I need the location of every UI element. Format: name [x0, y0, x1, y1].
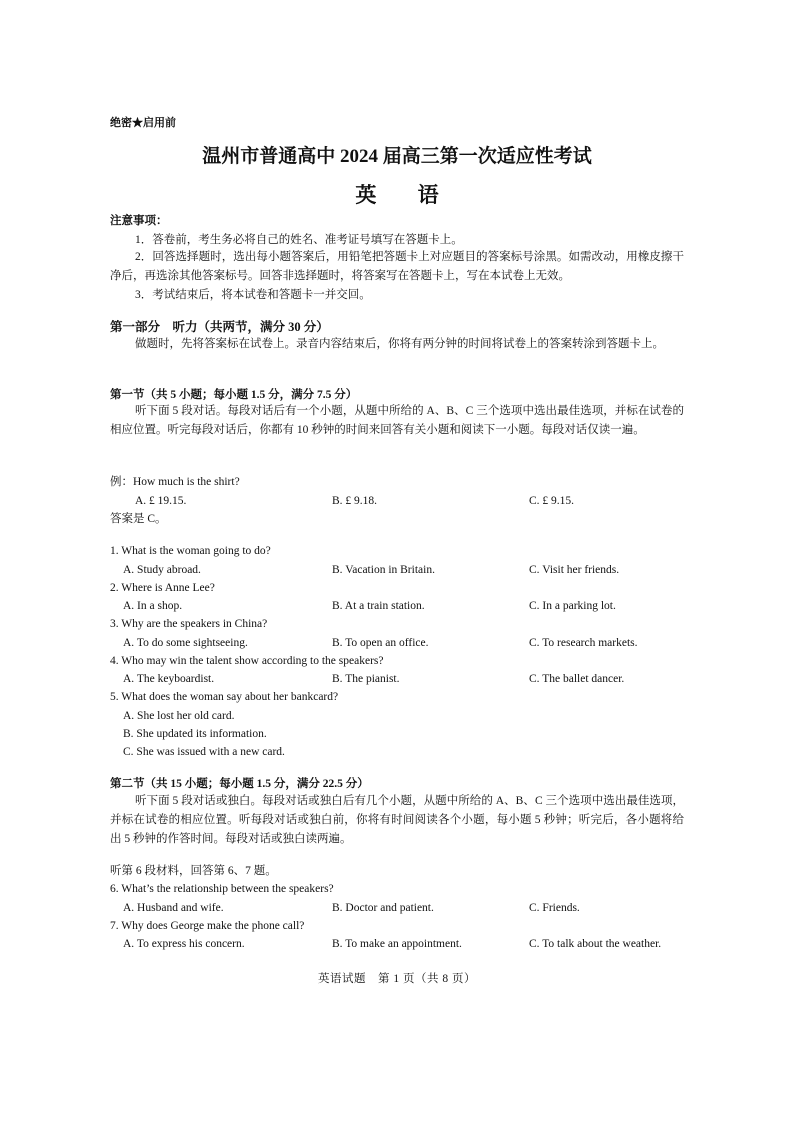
option-c: C. In a parking lot.	[529, 600, 616, 612]
option-b: B. Vacation in Britain.	[332, 564, 435, 576]
subject-title: 英 语	[355, 183, 457, 207]
option-c: C. She was issued with a new card.	[123, 746, 285, 758]
section2-heading: 第二节（共 15 小题；每小题 1.5 分，满分 22.5 分）	[110, 778, 369, 790]
example-question: 例：How much is the shirt?	[110, 476, 240, 488]
option-a: A. To express his concern.	[123, 938, 245, 950]
option-a: A. Study abroad.	[123, 564, 201, 576]
option-c: C. To talk about the weather.	[529, 938, 662, 950]
option-a: A. £ 19.15.	[135, 495, 187, 507]
secret-label: 绝密★启用前	[110, 117, 176, 129]
note-item: 1．答卷前，考生务必将自己的姓名、准考证号填写在答题卡上。	[135, 234, 463, 246]
option-a: A. She lost her old card.	[123, 710, 235, 722]
question-text: 2. Where is Anne Lee?	[110, 582, 215, 594]
question-text: 7. Why does George make the phone call?	[110, 920, 305, 932]
part1-heading: 第一部分 听力（共两节，满分 30 分）	[110, 320, 329, 334]
option-c: C. Friends.	[529, 902, 580, 914]
question-text: 3. Why are the speakers in China?	[110, 618, 268, 630]
section2-instruction: 听下面 5 段对话或独白。每段对话或独白后有几个小题，从题中所给的 A、B、C 三个选项中选出最佳选项，并标在试卷的相应位置。听每段对话或独白前，你将有时间阅读各个小题，每小题 5 秒钟；听完后，各小题将给出 5 秒钟的作答时间。每段对话或独白读两遍。	[110, 795, 684, 845]
exam-title: 温州市普通高中 2024 届高三第一次适应性考试	[202, 146, 592, 167]
material-label: 听第 6 段材料，回答第 6、7 题。	[110, 865, 277, 877]
option-a: A. The keyboardist.	[123, 673, 215, 685]
example-answer: 答案是 C。	[110, 513, 167, 525]
option-b: B. The pianist.	[332, 673, 400, 685]
section1-heading: 第一节（共 5 小题；每小题 1.5 分，满分 7.5 分）	[110, 389, 358, 401]
option-c: C. £ 9.15.	[529, 495, 575, 507]
section1-instruction: 听下面 5 段对话。每段对话后有一个小题，从题中所给的 A、B、C 三个选项中选出最佳选项，并标在试卷的相应位置。听完每段对话后，你都有 10 秒钟的时间来回答有关小题和阅读下一小题。每段对话仅读一遍。	[110, 405, 684, 436]
question-text: 1. What is the woman going to do?	[110, 545, 271, 557]
part1-instruction: 做题时，先将答案标在试卷上。录音内容结束后，你将有两分钟的时间将试卷上的答案转涂到答题卡上。	[135, 338, 664, 350]
page-footer: 英语试题 第 1 页（共 8 页）	[318, 973, 476, 985]
option-b: B. To open an office.	[332, 637, 429, 649]
option-a: A. Husband and wife.	[123, 902, 224, 914]
question-text: 4. Who may win the talent show according to the speakers?	[110, 655, 384, 667]
option-a: A. To do some sightseeing.	[123, 637, 248, 649]
option-b: B. She updated its information.	[123, 728, 267, 740]
note-item: 3．考试结束后，将本试卷和答题卡一并交回。	[135, 289, 371, 301]
option-b: B. At a train station.	[332, 600, 425, 612]
note-item: 2．回答选择题时，选出每小题答案后，用铅笔把答题卡上对应题目的答案标号涂黑。如需改动，用橡皮擦干净后，再选涂其他答案标号。回答非选择题时，将答案写在答题卡上，写在本试卷上无效。	[110, 251, 684, 282]
question-text: 6. What’s the relationship between the speakers?	[110, 883, 334, 895]
option-a: A. In a shop.	[123, 600, 183, 612]
option-c: C. The ballet dancer.	[529, 673, 625, 685]
question-text: 5. What does the woman say about her bankcard?	[110, 691, 339, 703]
notes-heading: 注意事项：	[110, 215, 168, 227]
option-b: B. To make an appointment.	[332, 938, 462, 950]
option-b: B. Doctor and patient.	[332, 902, 434, 914]
option-b: B. £ 9.18.	[332, 495, 378, 507]
option-c: C. Visit her friends.	[529, 564, 620, 576]
option-c: C. To research markets.	[529, 637, 638, 649]
